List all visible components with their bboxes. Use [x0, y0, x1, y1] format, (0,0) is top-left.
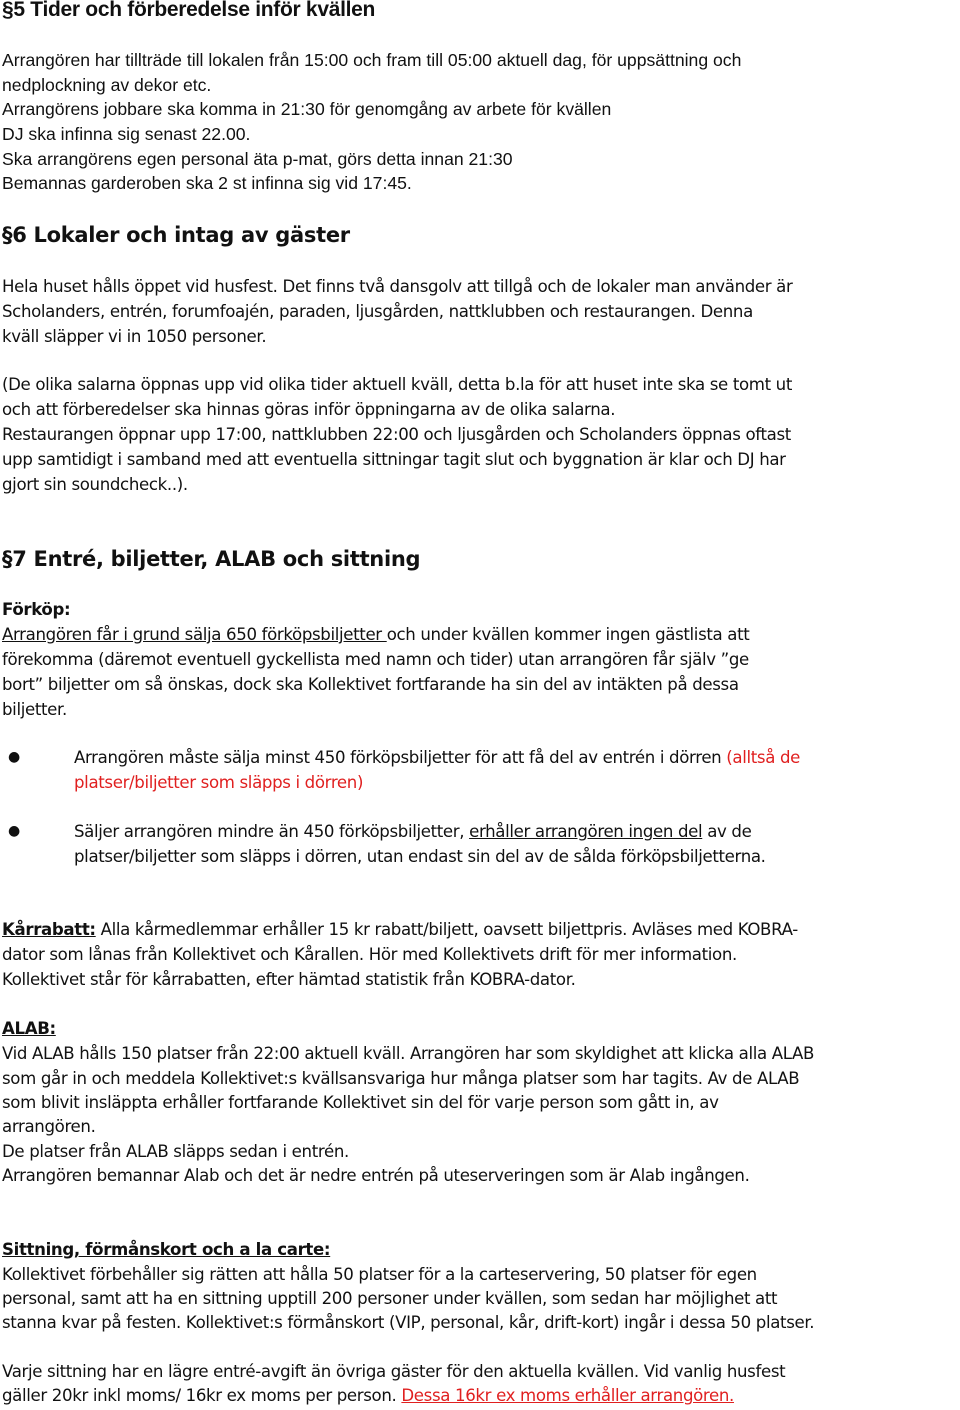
sittning-line: Kollektivet förbehåller sig rätten att hålla 50 platser för a la carteservering, 50 platser för egen: [2, 1265, 757, 1284]
s6-line: upp samtidigt i samband med att eventuella sittningar tagit slut och byggnation är klar och DJ har: [2, 450, 786, 469]
alab-line: Vid ALAB hålls 150 platser från 22:00 aktuell kväll. Arrangören har som skyldighet att klicka alla ALAB: [2, 1044, 815, 1063]
bullet-2-line: platser/biljetter som släpps i dörren, utan endast sin del av de sålda förköpsbiljetterna.: [74, 847, 766, 866]
karrabatt-line: Kollektivet står för kårrabatten, efter hämtad statistik från KOBRA-dator.: [2, 970, 576, 989]
forkop-line: förekomma (däremot eventuell gyckellista med namn och tider) utan arrangören får själv ”ge: [2, 650, 749, 669]
s6-line: och att förberedelser ska hinnas göras inför öppningarna av de olika salarna.: [2, 400, 616, 419]
s6-line: Restaurangen öppnar upp 17:00, nattklubben 22:00 och ljusgården och Scholanders öppnas oftast: [2, 425, 791, 444]
forkop-line: [2, 622, 749, 647]
sittning-line: Varje sittning har en lägre entré-avgift än övriga gäster för den aktuella kvällen. Vid vanlig husfest: [2, 1362, 786, 1381]
forkop-label: Förköp:: [2, 600, 71, 619]
bullet-1-line: [74, 745, 800, 770]
section-7-heading: §7 Entré, biljetter, ALAB och sittning: [2, 547, 421, 571]
forkop-line: bort” biljetter om så önskas, dock ska Kollektivet fortfarande ha sin del av intäkten på dessa: [2, 675, 739, 694]
bullet-icon: ●: [8, 749, 21, 765]
section-5-heading: §5 Tider och förberedelse inför kvällen: [2, 0, 376, 21]
s5-line: Arrangörens jobbare ska komma in 21:30 för genomgång av arbete för kvällen: [2, 99, 612, 119]
forkop-underlined-text: Arrangören får i grund sälja 650 förköpsbiljetter: [2, 625, 387, 644]
sittning-line: personal, samt att ha en sittning upptill 200 personer under kvällen, som sedan har möjlighet att: [2, 1289, 778, 1308]
sittning-label: Sittning, förmånskort och a la carte:: [2, 1240, 331, 1259]
bullet-2-text: Säljer arrangören mindre än 450 förköpsbiljetter,: [74, 822, 470, 841]
forkop-line: biljetter.: [2, 700, 67, 719]
bullet-icon: ●: [8, 823, 21, 839]
alab-line: som blivit insläppta erhåller fortfarande Kollektivet sin del för varje person som gått in, av: [2, 1093, 719, 1112]
bullet-2-text: av de: [702, 822, 752, 841]
bullet-1-red-line: platser/biljetter som släpps i dörren): [74, 773, 364, 792]
s6-line: gjort sin soundcheck..).: [2, 475, 188, 494]
s5-line: nedplockning av dekor etc.: [2, 75, 212, 95]
bullet-2-underlined-text: erhåller arrangören ingen del: [469, 822, 703, 841]
s5-line: Arrangören har tillträde till lokalen från 15:00 och fram till 05:00 aktuell dag, för uppsättning och: [2, 50, 742, 70]
karrabatt-line: [2, 917, 798, 942]
alab-label: ALAB:: [2, 1019, 56, 1038]
bullet-1-text: Arrangören måste sälja minst 450 förköpsbiljetter för att få del av entrén i dörren: [74, 748, 727, 767]
forkop-text: och under kvällen kommer ingen gästlista att: [386, 625, 750, 644]
s6-line: kväll släpper vi in 1050 personer.: [2, 327, 267, 346]
alab-line: Arrangören bemannar Alab och det är nedre entrén på uteserveringen som är Alab ingången.: [2, 1166, 750, 1185]
s5-line: Ska arrangörens egen personal äta p-mat, görs detta innan 21:30: [2, 149, 513, 169]
karrabatt-label: Kårrabatt:: [2, 920, 96, 939]
alab-line: som går in och meddela Kollektivet:s kvällsansvariga hur många platser som har tagits. Av de ALAB: [2, 1069, 800, 1088]
alab-line: De platser från ALAB släpps sedan i entrén.: [2, 1142, 349, 1161]
s6-line: Hela huset hålls öppet vid husfest. Det finns två dansgolv att tillgå och de lokaler man använder är: [2, 277, 793, 296]
s6-line: (De olika salarna öppnas upp vid olika tider aktuell kväll, detta b.la för att huset inte ska se tomt ut: [2, 375, 792, 394]
karrabatt-text: Alla kårmedlemmar erhåller 15 kr rabatt/biljett, oavsett biljettpris. Avläses med KOBRA-: [95, 920, 798, 939]
karrabatt-line: dator som lånas från Kollektivet och Kårallen. Hör med Kollektivets drift för mer information.: [2, 945, 737, 964]
bullet-2-line: [74, 819, 751, 844]
s5-line: Bemannas garderoben ska 2 st infinna sig vid 17:45.: [2, 173, 412, 193]
section-6-heading: §6 Lokaler och intag av gäster: [2, 223, 350, 247]
sittning-red-underlined-text: Dessa 16kr ex moms erhåller arrangören.: [401, 1386, 734, 1405]
s6-line: Scholanders, entrén, forumfoajén, paraden, ljusgården, nattklubben och restaurangen. Denna: [2, 302, 753, 321]
sittning-line: stanna kvar på festen. Kollektivet:s förmånskort (VIP, personal, kår, drift-kort) ingår i dessa 50 platser.: [2, 1313, 815, 1332]
alab-line: arrangören.: [2, 1117, 96, 1136]
s5-line: DJ ska infinna sig senast 22.00.: [2, 124, 251, 144]
sittning-line: [2, 1383, 734, 1408]
sittning-text: gäller 20kr inkl moms/ 16kr ex moms per person.: [2, 1386, 402, 1405]
bullet-1-red-text: (alltså de: [726, 748, 800, 767]
